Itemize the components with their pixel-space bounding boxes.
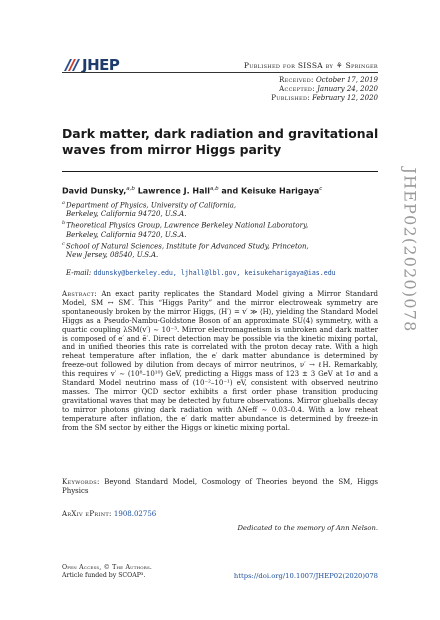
paper-title: Dark matter, dark radiation and gravitational waves from mirror Higgs parity [62, 126, 379, 157]
date-received: Received: October 17, 2019 [279, 76, 378, 84]
abstract [62, 290, 378, 433]
publisher-line [244, 61, 378, 70]
publisher-brand: Springer [345, 61, 378, 70]
keywords-text: Beyond Standard Model, Cosmology of Theories beyond the SM, Higgs Physics [62, 478, 378, 495]
date-accepted: Accepted: January 24, 2020 [279, 84, 378, 93]
email-label: E-mail: [66, 269, 92, 277]
jhep-logo-icon [62, 57, 80, 73]
publisher-text: Published for SISSA by [243, 61, 334, 70]
arxiv-eprint [62, 510, 156, 518]
email-addresses[interactable]: ddunsky@berkeley.edu, ljhall@lbl.gov, keisukeharigaya@ias.edu [93, 269, 336, 277]
author-name: and Keisuke Harigaya [221, 186, 320, 196]
funding-text: Article funded by SCOAP³. [62, 572, 146, 579]
author-sup: c [319, 186, 323, 192]
author-sup: a,b [209, 186, 219, 192]
dedication: Dedicated to the memory of Ann Nelson. [237, 524, 378, 532]
open-access-text: Open Access, © The Authors. [62, 564, 153, 571]
arxiv-label: ArXiv ePrint: [62, 510, 112, 518]
author-list [62, 186, 322, 196]
email-line [66, 269, 336, 277]
logo-text: JHEP [82, 56, 120, 74]
header-rule [62, 72, 378, 73]
keywords [62, 478, 378, 496]
author-name: David Dunsky, [62, 186, 127, 196]
affiliation: $^a$Department of Physics, University of California, Berkeley, California 94720, U.S.A. [62, 200, 237, 219]
author-sup: a,b [126, 186, 135, 192]
springer-icon: ⚘ [335, 61, 343, 70]
abstract-text: An exact parity replicates the Standard Model giving a Mirror Standard Model, SM ↔ SM′. This “Higgs Parity” and the mirror electroweak symmetry are spontaneously broken by the mirror Higgs, ⟨H′⟩ = v′ ≫ ⟨H⟩, yielding the Standard Model Higgs as a Pseudo-Nambu-Goldstone Boson of an approximate SU(4) symmetry, with a quartic coupling λSM(v′) ∼ 10⁻³. Mirror electromagnetism is unbroken and dark matter is composed of e′ and ē′. Direct detection may be possible via the kinetic mixing portal, and in unified theories this rate is correlated with the proton decay rate. With a high reheat temperature after inflation, the e′ dark matter abundance is determined by freeze-out followed by dilution from decays of mirror neutrinos, ν′ → ℓH. Remarkably, this requires v′ ∼ (10⁸–10¹⁰) GeV, predicting a Higgs mass of 123 ± 3 GeV at 1σ and a Standard Model neutrino mass of (10⁻²–10⁻¹) eV, consistent with observed neutrino masses. The mirror QCD sector exhibits a first order phase transition producing gravitational waves that may be detected by future observations. Mirror glueballs decay to mirror photons giving dark radiation with ΔNeff ∼ 0.03–0.4. With a low reheat temperature after inflation, the e′ dark matter abundance is determined by freeze-in from the SM sector by either the Higgs or kinetic mixing portal. [62, 290, 378, 432]
affiliation: $^c$School of Natural Sciences, Institute for Advanced Study, Princeton, New Jersey, 08540, U.S.A. [62, 240, 309, 259]
date-published: Published: February 12, 2020 [271, 93, 378, 102]
doi-link[interactable]: https://doi.org/10.1007/JHEP02(2020)078 [233, 572, 378, 580]
abstract-label: Abstract: [62, 290, 98, 298]
footer-license [62, 564, 152, 580]
title-rule [62, 171, 378, 172]
affiliation: $^b$Theoretical Physics Group, Lawrence Berkeley National Laboratory, Berkeley, California 94720, U.S.A. [62, 220, 309, 239]
sidebar-citation-text: JHEP02(2020)078 [400, 167, 420, 333]
affiliations [62, 199, 362, 260]
arxiv-link[interactable]: 1908.02756 [113, 510, 157, 518]
keywords-label: Keywords: [62, 478, 100, 486]
dates-block [271, 76, 378, 102]
sidebar-citation [390, 150, 430, 350]
author-name: Lawrence J. Hall [137, 186, 210, 196]
